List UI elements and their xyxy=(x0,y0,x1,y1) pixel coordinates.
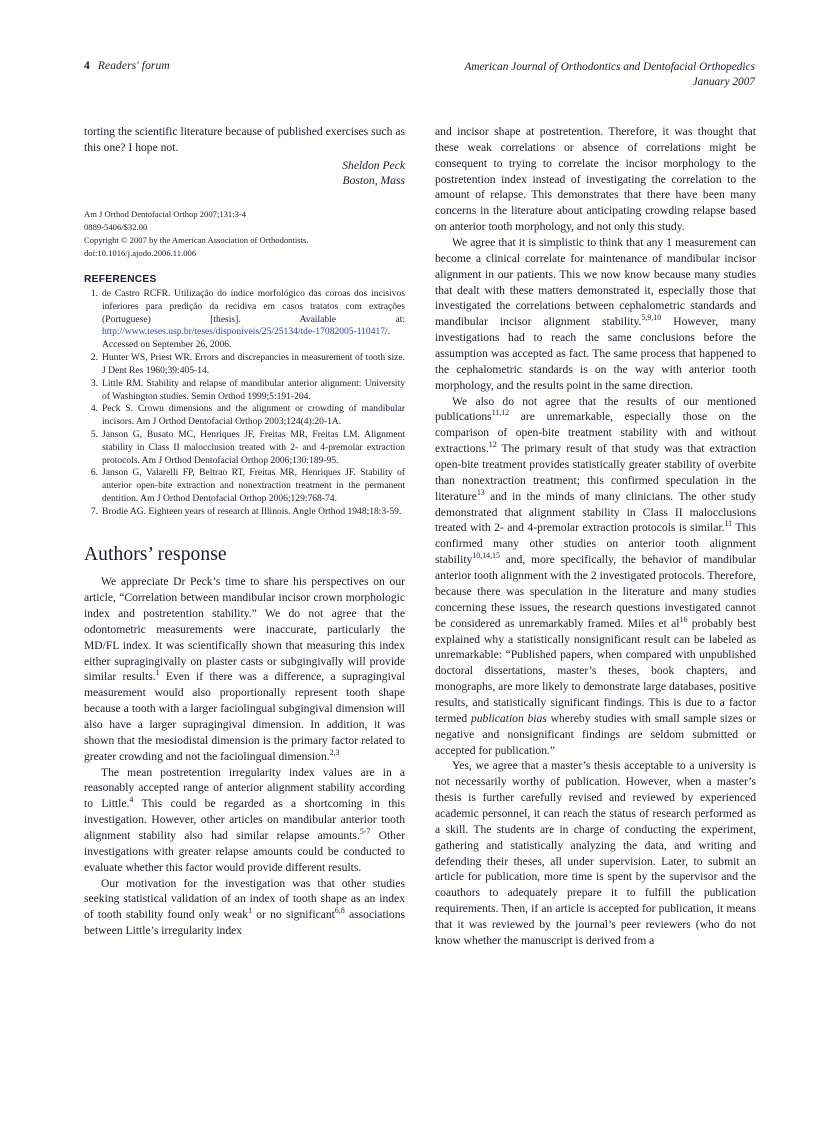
reference-text-before-url: de Castro RCFR. Utilização do índice morfológico das coroas dos incisivos inferiores para predição da recidiva em casos tratatos com extrações (Portuguese) [thesis]. Available at: xyxy=(102,287,405,325)
right-column xyxy=(435,124,756,949)
reference-item-3 xyxy=(84,378,405,404)
response-paragraph-6: We also do not agree that the results of our mentioned publications$^{11,12}$ are unremarkable, especially those on the comparison of open-bite treatment stability with and without extractions.$^{12}$ The primary result of that study was that extraction open-bite treatment provides statistically greater stability of overbite than nonextraction treatment; this confirmed speculation in the literature$^{13}$ and in the minds of many clinicians. The other study demonstrated that alignment stability in Class II malocclusions treated with 2- and 4-premolar extraction protocols is similar.$^{11}$ This confirmed many other studies on anterior tooth alignment stability$^{10,14,15}$ and, more specifically, the behavior of mandibular anterior tooth alignment with the 2 investigated protocols. Therefore, because there was speculation in the literature and many studies concerning these issues, the research questions investigated cannot be considered as unremarkably framed. Miles et $al^{16}$ probably best explained why a statistically nonsignificant result can be labeled as unremarkable: “Published papers, when compared with unpublished doctoral dissertations, master’s theses, book chapters, and monographs, are more likely to demonstrate large databases, positive results, and statistically significant findings. This is due to a factor termed publication bias whereby studies with small sample sizes or negative and nonsignificant findings are seldom submitted or accepted for publication.” xyxy=(435,394,756,757)
citation-superscript: 13 xyxy=(476,487,485,497)
reference-number: 7. xyxy=(90,505,98,517)
reference-text: Hunter WS, Priest WR. Errors and discrepancies in measurement of tooth size. J Dent Res 1960;39:405-14. xyxy=(102,352,405,376)
pubinfo-copyright: Copyright © 2007 by the American Association of Orthodontists. xyxy=(84,235,309,246)
reference-text: Janson G, Valarelli FP, Beltrao RT, Freitas MR, Henriques JF. Stability of anterior open-bite extraction and nonextraction treatment in the permanent dentition. Am J Orthod Dentofacial Orthop 2006;129:768-74. xyxy=(102,467,405,505)
issue-date: January 2007 xyxy=(692,75,755,88)
response-paragraph-1: We appreciate Dr Peck’s time to share his perspectives on our article, “Correlation between mandibular incisor crown morphologic index and postretention stability.” We do not agree that the odontometric measurements were inaccurate, particularly the MD/FL index. It was scientifically shown that measuring this index either supragingivally on plaster casts or subgingivally will provide similar results.$^1$ Even if there was a difference, a supragingival measurement would also proportionally represent tooth shape because a tooth with a larger faciolingual subgingival dimension will also have a larger supragingival dimension. In addition, it was shown that the mesiodistal dimension is the primary factor related to greater crowding and not the faciolingual dimension.$^{2,3}$ xyxy=(84,575,405,763)
reference-number: 5. xyxy=(90,428,98,440)
authors-response-heading: Authors’ response xyxy=(84,543,227,565)
references-list xyxy=(84,288,405,519)
reference-item-1 xyxy=(84,288,405,352)
reference-text: Peck S. Crown dimensions and the alignment or crowding of mandibular incisors. Am J Orthod Dentofacial Orthop 2003;124(4):20-1A. xyxy=(102,403,405,428)
pubinfo-doi: doi:10.1016/j.ajodo.2006.11.006 xyxy=(84,247,197,258)
reference-item-5 xyxy=(84,429,405,467)
citation-superscript: 16 xyxy=(679,614,688,624)
reference-item-4 xyxy=(84,403,405,429)
citation-superscript: 4 xyxy=(129,795,134,805)
running-head-right xyxy=(464,60,755,90)
signature-place: Boston, Mass xyxy=(342,174,405,188)
two-column-body xyxy=(84,124,756,949)
citation-superscript: 12 xyxy=(488,440,497,450)
continued-paragraph: torting the scientific literature because of published exercises such as this one? I hope not. xyxy=(84,125,405,154)
citation-superscript: 11 xyxy=(724,519,733,529)
signature-name: Sheldon Peck xyxy=(342,158,405,172)
citation-superscript: 1 xyxy=(248,906,253,916)
reference-item-6 xyxy=(84,467,405,505)
response-paragraph-4: and incisor shape at postretention. Therefore, it was thought that these weak correlations or absence of correlations might be consequent to trying to correlate the incisor morphology to the postretention index instead of investigating the correlation to the amount of relapse. This demonstrates that there have been many concerns in the literature about anticipating crowding relapse based on anterior tooth morphology, and not only this study. xyxy=(435,125,756,234)
pubinfo-citation: Am J Orthod Dentofacial Orthop 2007;131:3-4 xyxy=(84,209,247,220)
response-paragraph-7: Yes, we agree that a master’s thesis acceptable to a university is not necessarily worthy of publication. However, when a master’s thesis is further carefully revised and reviewed by experienced academic personnel, it can reach the status of research performed as a skill. The students are in charge of conducting the experiment, gathering and statistically analyzing the data, and writing and defending their theses, all under supervision. Later, to submit an article for publication, more time is spent by the supervisor and the coauthors to adequately prepare it to fulfill the publication requirements. Then, if an article is accepted for publication, it means that it was reviewed by the journal’s peer reviewers (who do not know whether the manuscript is derived from a xyxy=(435,759,756,947)
reference-text: Little RM. Stability and relapse of mandibular anterior alignment: University of Washington studies. Semin Orthod 1999;5:191-204. xyxy=(102,377,405,402)
citation-superscript: 1 xyxy=(155,668,160,678)
reference-text-after-url: . Accessed on September 26, 2006. xyxy=(102,326,391,351)
citation-superscript: 11,12 xyxy=(491,408,510,418)
citation-superscript: 10,14,15 xyxy=(472,551,500,561)
section-title: Readers' forum xyxy=(97,60,170,72)
reference-text: Janson G, Busato MC, Henriques JF, Freitas MR, Freitas LM. Alignment stability in Class II malocclusion treated with 2- and 4-premolar extraction protocols. Am J Orthod Dentofacial Orthop 2006;130:189-95. xyxy=(102,428,405,466)
response-paragraph-5: We agree that it is simplistic to think that any 1 measurement can become a clinical correlate for maintenance of mandibular incisor alignment in our patients. This we now know because many studies that dealt with these matters demonstrated it, especially those that investigated the correlations between cephalometric standards and mandibular incisor alignment stability.$^{5,9,10}$ However, many investigations had to reach the same conclusions before the assumption was accepted as fact. The same process that happened to the cephalometric standards is on the way with anterior tooth morphology, and the results point in the same direction. xyxy=(435,236,756,392)
running-head-left xyxy=(84,60,170,72)
reference-number: 3. xyxy=(90,377,98,389)
pubinfo-issn-price: 0889-5406/$32.00 xyxy=(84,222,148,233)
references-heading: REFERENCES xyxy=(84,273,157,285)
response-paragraph-2: The mean postretention irregularity index values are in a reasonably accepted range of anterior alignment stability according to Little.$^4$ This could be regarded as a shortcoming in this investigation. However, other articles on mandibular anterior tooth alignment stability also had similar relapse amounts.$^{5-7}$ Other investigations with greater relapse amounts could be conducted to evaluate whether this factor would provide different results. xyxy=(84,765,405,874)
reference-number: 1. xyxy=(90,287,98,299)
reference-text: Brodie AG. Eighteen years of research at Illinois. Angle Orthod 1948;18:3-59. xyxy=(102,505,402,517)
reference-url-link[interactable]: http://www.teses.usp.br/teses/disponiveis/25/25134/tde-17082005-110417/ xyxy=(102,326,388,338)
citation-superscript: 6,8 xyxy=(334,906,345,916)
page-folio: 4 xyxy=(84,60,90,72)
reference-item-2 xyxy=(84,352,405,378)
publication-info xyxy=(84,208,405,260)
citation-superscript: 2,3 xyxy=(329,747,340,757)
citation-superscript: 5-7 xyxy=(359,827,371,837)
response-paragraph-3: Our motivation for the investigation was that other studies seeking statistical validation of an index of tooth shape as an index of tooth stability found only weak$^1$ or no significant$^{6,8}$ associations between Little’s irregularity index xyxy=(84,876,406,938)
left-column xyxy=(84,124,405,949)
reference-number: 4. xyxy=(90,403,98,415)
reference-number: 6. xyxy=(90,467,98,479)
emphasized-term: publication bias xyxy=(470,711,547,725)
journal-name: American Journal of Orthodontics and Dentofacial Orthopedics xyxy=(464,61,755,73)
reference-item-7 xyxy=(84,506,405,519)
citation-superscript: 5,9,10 xyxy=(641,313,662,323)
reference-number: 2. xyxy=(90,352,98,364)
letter-signature xyxy=(84,158,405,189)
running-head xyxy=(84,60,755,90)
